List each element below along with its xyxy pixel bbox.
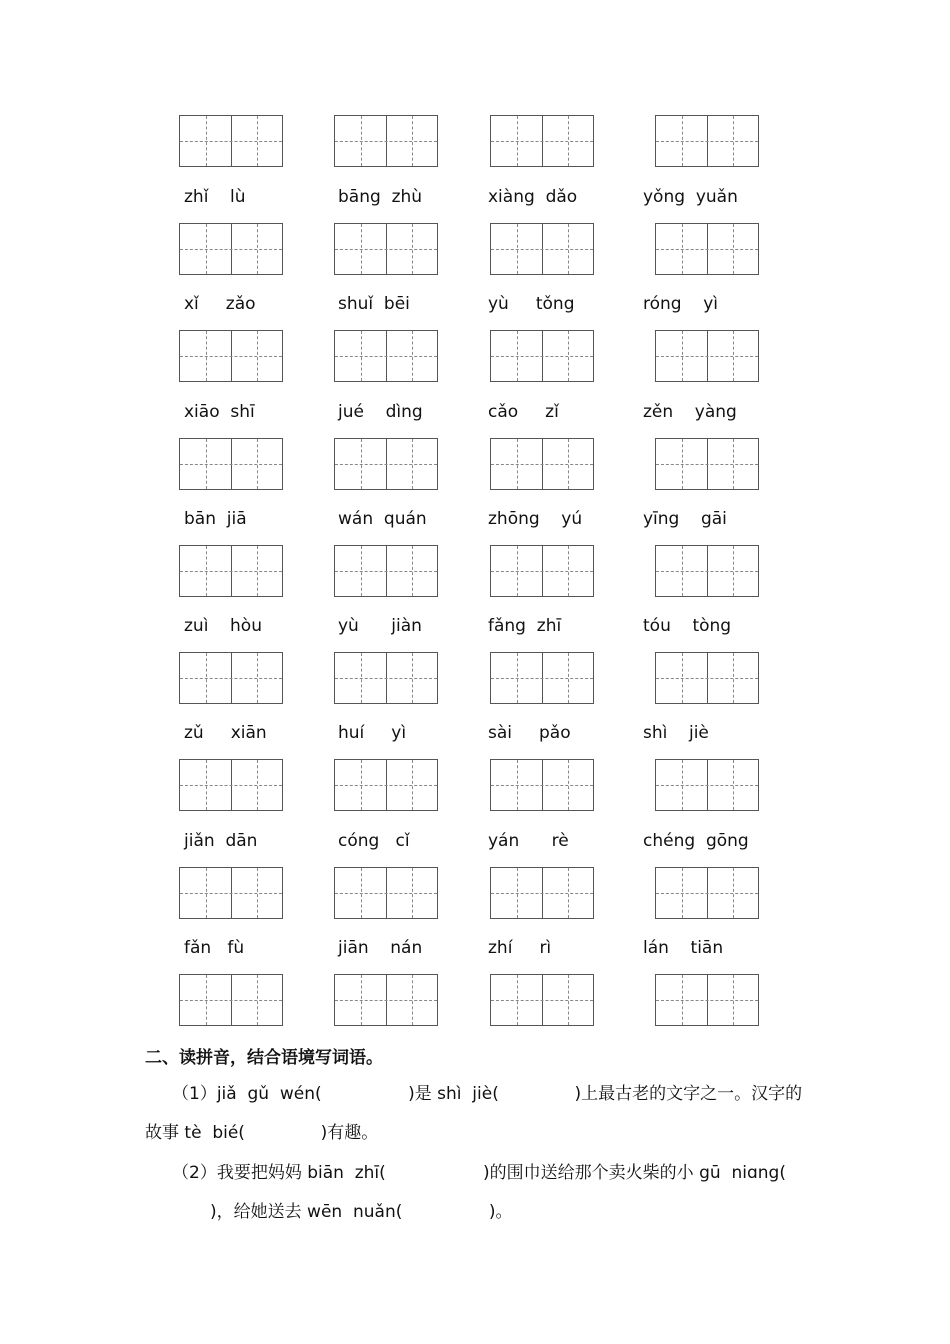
- writing-grid-box[interactable]: [334, 330, 438, 382]
- writing-grid-box[interactable]: [490, 438, 594, 490]
- writing-grid-box[interactable]: [490, 974, 594, 1026]
- writing-grid-box[interactable]: [655, 867, 759, 919]
- writing-grid-box[interactable]: [655, 223, 759, 275]
- pinyin-label: shì jiè: [643, 723, 709, 743]
- question-1-line-1: （1）jiǎ gǔ wén( )是 shì jiè( )上最古老的文字之一。汉字的: [172, 1084, 803, 1104]
- pinyin-label: huí yì: [338, 723, 407, 743]
- pinyin-label: cóng cǐ: [338, 831, 410, 851]
- pinyin-label: jiān nán: [338, 938, 423, 958]
- question-1-line-2: 故事 tè bié( )有趣。: [145, 1123, 379, 1143]
- pinyin-label: róng yì: [643, 294, 718, 314]
- writing-grid-box[interactable]: [334, 759, 438, 811]
- pinyin-label: jué dìng: [338, 402, 423, 422]
- writing-grid-box[interactable]: [655, 438, 759, 490]
- writing-grid-box[interactable]: [655, 545, 759, 597]
- writing-grid-box[interactable]: [490, 867, 594, 919]
- pinyin-label: yù jiàn: [338, 616, 422, 636]
- writing-grid-box[interactable]: [179, 759, 283, 811]
- pinyin-label: chéng gōng: [643, 831, 749, 851]
- writing-grid-box[interactable]: [334, 223, 438, 275]
- writing-grid-box[interactable]: [179, 974, 283, 1026]
- pinyin-label: zuì hòu: [184, 616, 262, 636]
- writing-grid-box[interactable]: [655, 652, 759, 704]
- pinyin-label: bāng zhù: [338, 187, 423, 207]
- writing-grid-box[interactable]: [179, 867, 283, 919]
- writing-grid-box[interactable]: [490, 223, 594, 275]
- pinyin-label: fǎng zhī: [488, 616, 562, 636]
- writing-grid-box[interactable]: [179, 223, 283, 275]
- pinyin-label: shuǐ bēi: [338, 294, 410, 314]
- pinyin-label: zhí rì: [488, 938, 552, 958]
- pinyin-label: zhǐ lù: [184, 187, 246, 207]
- writing-grid-box[interactable]: [179, 652, 283, 704]
- writing-grid-box[interactable]: [334, 545, 438, 597]
- writing-grid-box[interactable]: [179, 330, 283, 382]
- pinyin-label: yīng gāi: [643, 509, 727, 529]
- writing-grid-box[interactable]: [334, 115, 438, 167]
- writing-grid-box[interactable]: [179, 545, 283, 597]
- pinyin-label: zǔ xiān: [184, 723, 267, 743]
- writing-grid-box[interactable]: [334, 652, 438, 704]
- pinyin-label: xiàng dǎo: [488, 187, 578, 207]
- writing-grid-box[interactable]: [334, 867, 438, 919]
- pinyin-label: cǎo zǐ: [488, 402, 559, 422]
- pinyin-label: tóu tòng: [643, 616, 732, 636]
- pinyin-label: jiǎn dān: [184, 831, 258, 851]
- writing-grid-box[interactable]: [490, 759, 594, 811]
- pinyin-label: xiāo shī: [184, 402, 255, 422]
- pinyin-label: wán quán: [338, 509, 427, 529]
- writing-grid-box[interactable]: [655, 330, 759, 382]
- pinyin-label: lán tiān: [643, 938, 724, 958]
- pinyin-label: yù tǒng: [488, 294, 575, 314]
- writing-grid-box[interactable]: [655, 974, 759, 1026]
- pinyin-label: yán rè: [488, 831, 569, 851]
- question-2-line-1: （2）我要把妈妈 biān zhī( )的围巾送给那个卖火柴的小 gū niɑng(: [172, 1163, 786, 1183]
- pinyin-label: bān jiā: [184, 509, 247, 529]
- pinyin-label: zěn yàng: [643, 402, 737, 422]
- pinyin-label: fǎn fù: [184, 938, 245, 958]
- question-2-line-2: )，给她送去 wēn nuǎn( )。: [210, 1202, 513, 1222]
- pinyin-label: sài pǎo: [488, 723, 571, 743]
- writing-grid-box[interactable]: [655, 115, 759, 167]
- writing-grid-box[interactable]: [655, 759, 759, 811]
- writing-grid-box[interactable]: [490, 545, 594, 597]
- writing-grid-box[interactable]: [490, 115, 594, 167]
- pinyin-label: xǐ zǎo: [184, 294, 256, 314]
- writing-grid-box[interactable]: [490, 652, 594, 704]
- writing-grid-box[interactable]: [334, 974, 438, 1026]
- writing-grid-box[interactable]: [490, 330, 594, 382]
- section-title: 二、读拼音，结合语境写词语。: [145, 1048, 383, 1068]
- pinyin-label: yǒng yuǎn: [643, 187, 738, 207]
- pinyin-label: zhōng yú: [488, 509, 583, 529]
- writing-grid-box[interactable]: [179, 115, 283, 167]
- writing-grid-box[interactable]: [179, 438, 283, 490]
- writing-grid-box[interactable]: [334, 438, 438, 490]
